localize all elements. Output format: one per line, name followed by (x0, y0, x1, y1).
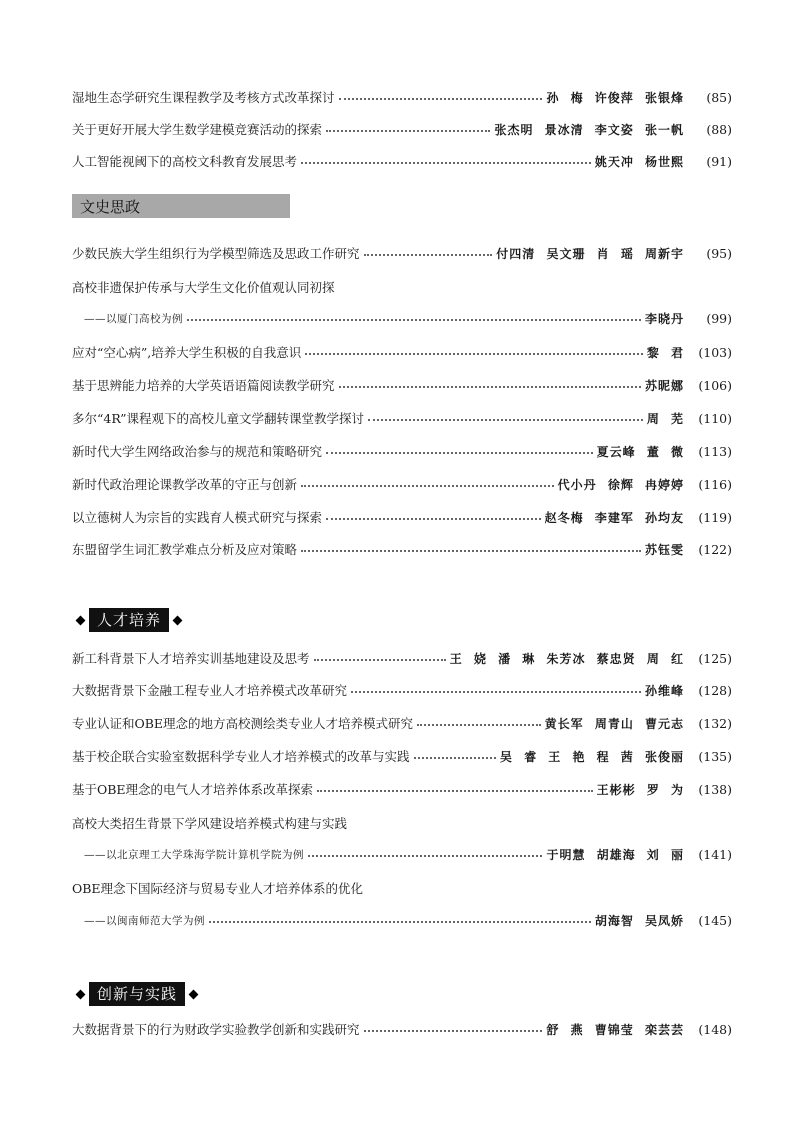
leader-dots (305, 353, 643, 355)
entry-page: (103) (698, 344, 732, 360)
leader-dots (314, 659, 446, 661)
entry-authors: 赵冬梅 李建军 孙均友 (544, 510, 684, 525)
leader-dots (326, 130, 490, 132)
entry-main-title[interactable]: OBE理念下国际经济与贸易专业人才培养体系的优化 (72, 881, 364, 896)
section-header-innovation (72, 982, 202, 1006)
diamond-icon (189, 989, 199, 999)
entry-main-title[interactable]: 高校非遗保护传承与大学生文化价值观认同初探 (72, 280, 335, 295)
toc-entry-sub[interactable] (72, 909, 732, 931)
entry-title: 基于校企联合实验室数据科学专业人才培养模式的改革与实践 (72, 749, 410, 764)
entry-subtitle: ——以厦门高校为例 (84, 312, 183, 325)
toc-entry[interactable] (72, 473, 732, 495)
entry-title: 湿地生态学研究生课程教学及考核方式改革探讨 (72, 90, 335, 105)
entry-page: (99) (706, 310, 732, 326)
leader-dots (339, 98, 543, 100)
toc-entry[interactable] (72, 118, 732, 140)
entry-page: (113) (698, 443, 732, 459)
entry-page: (141) (698, 846, 732, 862)
leader-dots (301, 485, 554, 487)
entry-authors: 苏昵娜 (644, 378, 684, 393)
entry-authors: 张杰明 景冰清 李文姿 张一帆 (494, 122, 684, 137)
toc-entry[interactable] (72, 341, 732, 363)
entry-page: (110) (698, 410, 732, 426)
leader-dots (368, 419, 643, 421)
entry-page: (106) (698, 377, 732, 393)
toc-entry[interactable] (72, 150, 732, 172)
entry-authors: 付四清 吴文珊 肖 瑶 周新宇 (496, 246, 684, 261)
leader-dots (414, 757, 496, 759)
entry-authors: 王 娆 潘 琳 朱芳冰 蔡忠贤 周 红 (449, 651, 684, 666)
entry-title: 人工智能视阈下的高校文科教育发展思考 (72, 154, 298, 169)
entry-authors: 黎 君 (646, 345, 684, 360)
toc-entry[interactable] (72, 440, 732, 462)
entry-title: 少数民族大学生组织行为学模型筛选及思政工作研究 (72, 246, 360, 261)
leader-dots (326, 518, 541, 520)
entry-title: 基于OBE理念的电气人才培养体系改革探索 (72, 782, 314, 797)
leader-dots (301, 550, 641, 552)
entry-page: (88) (706, 121, 732, 137)
entry-subtitle: ——以北京理工大学珠海学院计算机学院为例 (84, 848, 304, 861)
entry-title: 东盟留学生词汇教学难点分析及应对策略 (72, 542, 298, 557)
leader-dots (339, 386, 641, 388)
entry-page: (95) (706, 245, 732, 261)
toc-entry[interactable] (72, 506, 732, 528)
entry-page: (122) (698, 541, 732, 557)
entry-page: (128) (698, 682, 732, 698)
entry-authors: 吴 睿 王 艳 程 茜 张俊丽 (499, 749, 684, 764)
toc-entry[interactable] (72, 86, 732, 108)
toc-entry[interactable] (72, 712, 732, 734)
entry-title: 以立德树人为宗旨的实践育人模式研究与探索 (72, 510, 323, 525)
entry-page: (145) (698, 912, 732, 928)
toc-entry[interactable] (72, 1018, 732, 1040)
entry-page: (148) (698, 1021, 732, 1037)
entry-page: (138) (698, 781, 732, 797)
entry-authors: 夏云峰 董 微 (596, 444, 684, 459)
toc-entry-sub[interactable] (72, 843, 732, 865)
leader-dots (364, 1030, 543, 1032)
entry-page: (85) (706, 89, 732, 105)
toc-entry[interactable] (72, 374, 732, 396)
entry-page: (116) (698, 476, 732, 492)
toc-entry[interactable] (72, 647, 732, 669)
toc-entry[interactable] (72, 679, 732, 701)
entry-authors: 王彬彬 罗 为 (596, 782, 684, 797)
section-header-talent (72, 608, 186, 632)
entry-page: (119) (698, 509, 732, 525)
leader-dots (417, 724, 541, 726)
entry-authors: 舒 燕 曹锦莹 栾芸芸 (546, 1022, 684, 1037)
section-label: 文史思政 (80, 197, 141, 216)
toc-entry[interactable] (72, 745, 732, 767)
entry-title: 基于思辨能力培养的大学英语语篇阅读教学研究 (72, 378, 335, 393)
entry-title: 专业认证和OBE理念的地方高校测绘类专业人才培养模式研究 (72, 716, 414, 731)
leader-dots (301, 162, 591, 164)
entry-authors: 黄长军 周青山 曹元志 (544, 716, 684, 731)
entry-title: 关于更好开展大学生数学建模竞赛活动的探索 (72, 122, 323, 137)
leader-dots (317, 790, 593, 792)
entry-authors: 孙维峰 (644, 683, 684, 698)
leader-dots (351, 691, 641, 693)
diamond-icon (173, 615, 183, 625)
entry-title: 新工科背景下人才培养实训基地建设及思考 (72, 651, 310, 666)
entry-authors: 代小丹 徐辉 冉婷婷 (557, 477, 684, 492)
entry-authors: 孙 梅 许俊萍 张银烽 (546, 90, 684, 105)
toc-entry[interactable] (72, 407, 732, 429)
entry-authors: 胡海智 吴凤娇 (594, 913, 684, 928)
entry-authors: 周 芜 (646, 411, 684, 426)
entry-authors: 姚天冲 杨世熙 (594, 154, 684, 169)
section-label: 创新与实践 (89, 982, 185, 1006)
leader-dots (209, 921, 591, 923)
entry-page: (125) (698, 650, 732, 666)
entry-main-title[interactable]: 高校大类招生背景下学风建设培养模式构建与实践 (72, 816, 348, 831)
entry-title: 新时代大学生网络政治参与的规范和策略研究 (72, 444, 323, 459)
entry-page: (132) (698, 715, 732, 731)
entry-authors: 苏钰雯 (644, 542, 684, 557)
leader-dots (326, 452, 593, 454)
leader-dots (187, 319, 641, 321)
toc-entry[interactable] (72, 242, 732, 264)
section-label: 人才培养 (89, 608, 169, 632)
toc-entry[interactable] (72, 778, 732, 800)
entry-title: 应对“空心病”,培养大学生积极的自我意识 (72, 345, 302, 360)
entry-title: 大数据背景下的行为财政学实验教学创新和实践研究 (72, 1022, 360, 1037)
toc-entry[interactable] (72, 538, 732, 560)
entry-subtitle: ——以闽南师范大学为例 (84, 914, 205, 927)
entry-page: (135) (698, 748, 732, 764)
entry-title: 大数据背景下金融工程专业人才培养模式改革研究 (72, 683, 348, 698)
diamond-icon (76, 615, 86, 625)
entry-title: 多尔“4R”课程观下的高校儿童文学翻转课堂教学探讨 (72, 411, 364, 426)
section-header-history (72, 194, 290, 218)
leader-dots (364, 254, 493, 256)
entry-authors: 李晓丹 (644, 311, 684, 326)
diamond-icon (76, 989, 86, 999)
entry-page: (91) (706, 153, 732, 169)
entry-authors: 于明慧 胡雄海 刘 丽 (546, 847, 684, 862)
entry-title: 新时代政治理论课教学改革的守正与创新 (72, 477, 298, 492)
toc-entry-sub[interactable] (72, 307, 732, 329)
leader-dots (308, 855, 542, 857)
